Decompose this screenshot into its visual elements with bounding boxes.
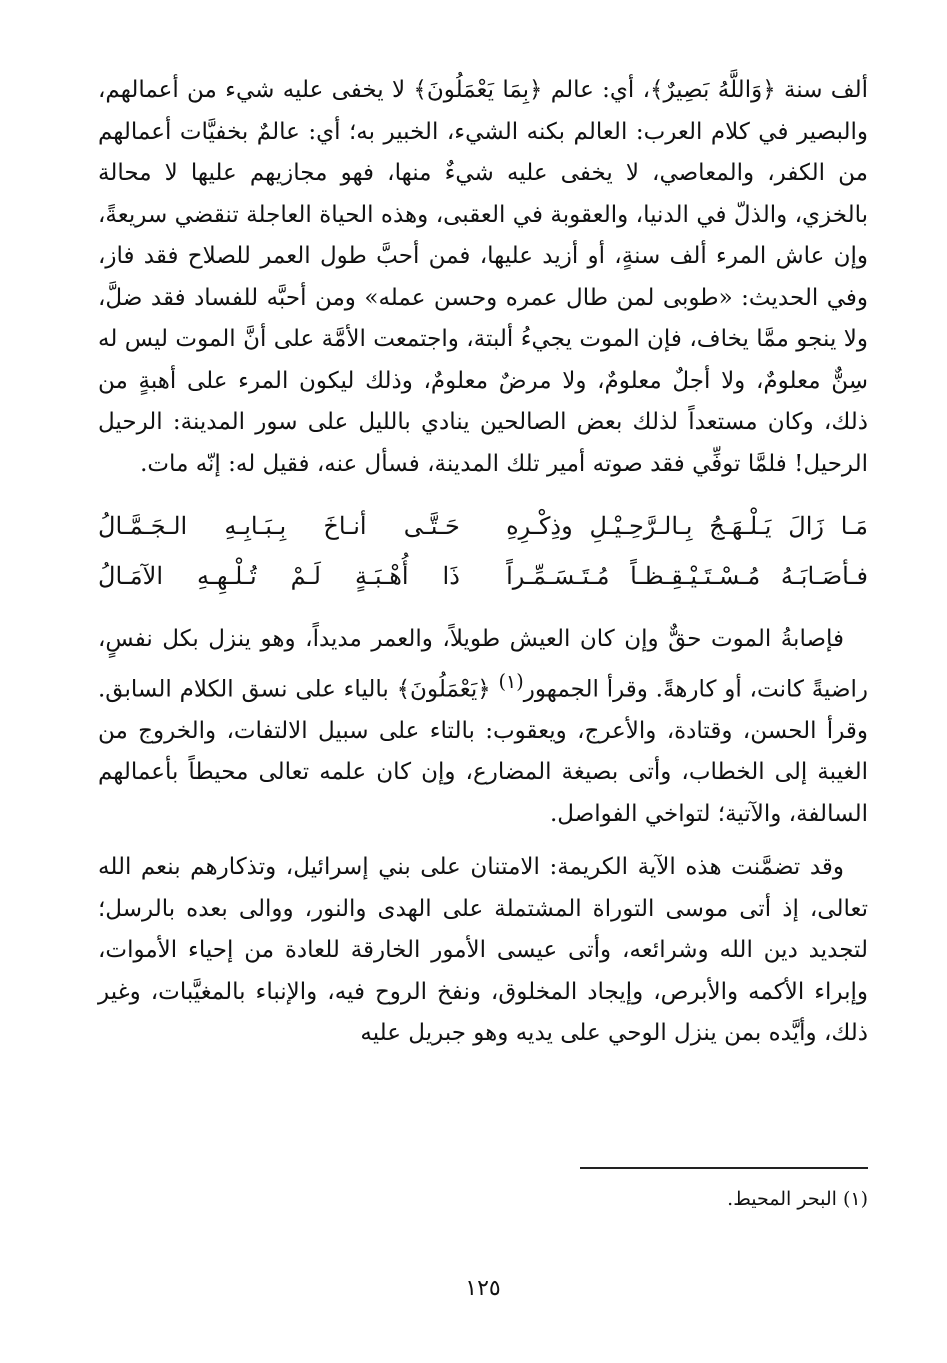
poem-verse-2 bbox=[98, 551, 868, 601]
paragraph-2 bbox=[98, 619, 868, 835]
paragraph-2-text-before: فإصابةُ الموت حقٌّ وإن كان العيش طويلاً، والعمر مديداً، وهو ينزل بكل نفسٍ، راضيةً كانت، أو كارهةً. وقرأ الجمهور bbox=[98, 626, 869, 703]
poem-verse-1 bbox=[98, 501, 868, 551]
footnote-number: (١) bbox=[842, 1188, 868, 1210]
book-page bbox=[98, 70, 869, 1301]
poem bbox=[98, 501, 868, 601]
footnote-marker: (١) bbox=[498, 669, 524, 693]
paragraph-2-text-after: ﴿يَعْمَلُونَ﴾ بالياء على نسق الكلام السابق. وقرأ الحسن، وقتادة، والأعرج، ويعقوب: بالتاء على سبيل الالتفات، والخروج من الغيبة إلى الخطاب، وأتى بصيغة المضارع، وإن كان علمه تعالى محيطاً بأعمالهم السالفة، والآتية؛ لتواخي الفواصل. bbox=[98, 676, 868, 827]
verse-1-second-hemistich: حَـتَّـى أنـاخَ بِـبَـابِـهِ الـجَـمَّـالُ bbox=[98, 512, 460, 540]
footnote bbox=[727, 1185, 868, 1213]
verse-2-first-hemistich: فـأصَـابَـهُ مُـسْـتَـيْـقِـظـاً مُـتَـسَـمِّـراً bbox=[506, 562, 868, 590]
paragraph-1: ألف سنة ﴿وَاللَّهُ بَصِيرٌ﴾، أي: عالم ﴿بِمَا يَعْمَلُونَ﴾ لا يخفى عليه شيء من أعمالهم، والبصير في كلام العرب: العالم بكنه الشيء، الخبير به؛ أي: عالمٌ بخفيَّات أعمالهم من الكفر، والمعاصي، لا يخفى عليه شيءٌ منها، فهو مجازيهم عليها لا محالة بالخزي، والذلّ في الدنيا، والعقوبة في العقبى، وهذه الحياة العاجلة تنقضي سريعةً، وإن عاش المرء ألف سنةٍ، أو أزيد عليها، فمن أحبَّ طول العمر للصلاح فقد فاز، وفي الحديث: «طوبى لمن طال عمره وحسن عمله» ومن أحبَّه للفساد فقد ضلَّ، ولا ينجو ممَّا يخاف، فإن الموت يجيءُ ألبتة، واجتمعت الأمَّة على أنَّ الموت ليس له سِنٌّ معلومٌ، ولا أجلٌ معلومٌ، ولا مرضٌ معلومٌ، وذلك ليكون المرء على أهبةٍ من ذلك، وكان مستعداً لذلك بعض الصالحين ينادي بالليل على سور المدينة: الرحيل الرحيل! فلمَّا توفِّي فقد صوته أمير تلك المدينة، فسأل عنه، فقيل له: إنّه مات. bbox=[98, 77, 868, 477]
page-number: ١٢٥ bbox=[465, 1276, 501, 1301]
verse-2-second-hemistich: ذَا أُهْـبَـةٍ لَـمْ تُـلْـهِـهِ الآمَـالُ bbox=[98, 562, 460, 590]
verse-1-first-hemistich: مَـا زَالَ يَـلْـهَـجُ بِـالـرَّحِـيْـلِ وذِكْـرِهِ bbox=[506, 512, 868, 540]
footnote-divider bbox=[580, 1167, 868, 1169]
footnote-text: البحر المحيط. bbox=[727, 1188, 837, 1210]
paragraph-3: وقد تضمَّنت هذه الآية الكريمة: الامتنان على بني إسرائيل، وتذكارهم بنعم الله تعالى، إذ أتى موسى التوراة المشتملة على الهدى والنور، ووالى بعده بالرسل؛ لتجديد دين الله وشرائعه، وأتى عيسى الأمور الخارقة للعادة من إحياء الأموات، وإبراء الأكمه والأبرص، وإيجاد المخلوق، ونفخ الروح فيه، والإنباء بالمغيَّبات، وغير ذلك، وأيَّده بمن ينزل الوحي على يديه وهو جبريل عليه bbox=[98, 854, 868, 1047]
